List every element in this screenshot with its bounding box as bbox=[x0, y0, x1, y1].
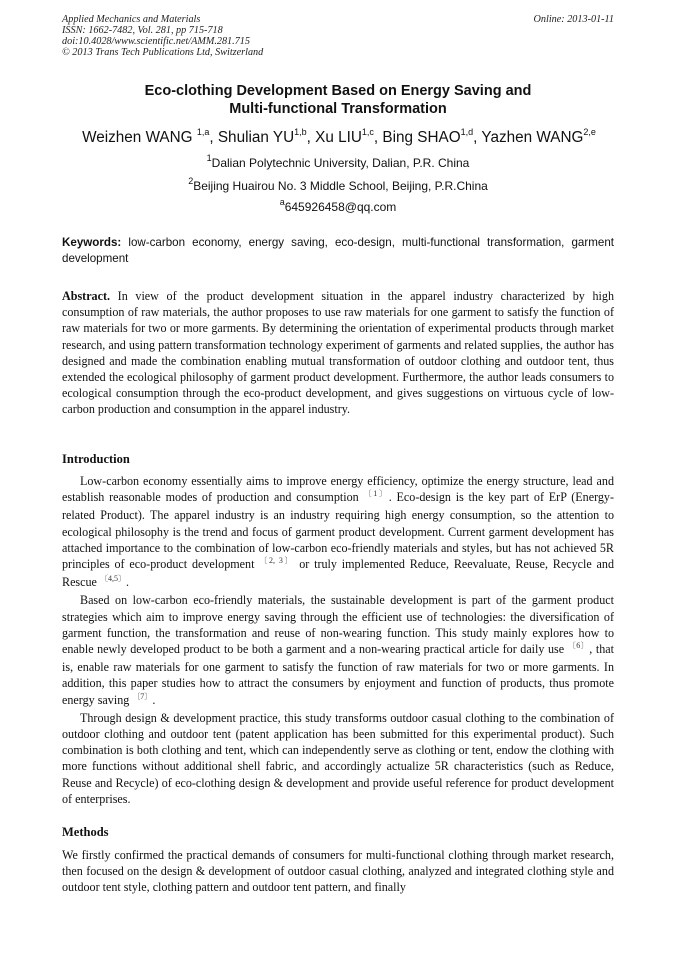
citation: 〔7〕 bbox=[132, 691, 153, 701]
author-email: $^a$645926458@qq.com bbox=[279, 197, 397, 214]
introduction-body bbox=[62, 473, 614, 807]
abstract-label: Abstract. bbox=[62, 289, 111, 303]
keywords-label: Keywords: bbox=[62, 236, 122, 249]
affiliation-2: $^2$Beijing Huairou No. 3 Middle School, Beijing, P.R.China bbox=[188, 176, 488, 193]
paragraph: Through design & development practice, this study transforms outdoor casual clothing to the combination of outdoor clothing and outdoor tent (patent application has been submitted for this experimental product). Such combination is both clothing and tent, which can independently serve as clothing or tent, endow the clothing with more functions without additional shell fabric, and accordingly actualize 5R characteristics (such as Reduce, Reuse and Recycle) of eco-clothing design & development and provide useful reference for product development of enterprises. bbox=[62, 710, 614, 806]
citation: 〔4,5〕 bbox=[99, 574, 126, 584]
keywords-text: low-carbon economy, energy saving, eco-design, multi-functional transformation, garment development bbox=[62, 236, 614, 265]
journal-header bbox=[62, 14, 614, 58]
citation: 〔2, 3〕 bbox=[259, 556, 295, 566]
methods-heading: Methods bbox=[62, 825, 109, 839]
paper-title bbox=[62, 82, 614, 118]
affiliation-1: $^1$Dalian Polytechnic University, Dalian, P.R. China bbox=[206, 153, 470, 170]
keywords bbox=[62, 235, 614, 266]
author: Bing SHAO$^{1,d}$, bbox=[382, 126, 482, 146]
author: Xu LIU$^{1,c}$, bbox=[315, 126, 383, 146]
methods-body: We firstly confirmed the practical demands of consumers for multi-functional clothing through market research, then focused on the design & development of outdoor casual clothing, analyzed and integrated clothing style and outdoor tent style, clothing pattern and outdoor tent pattern, and finally bbox=[62, 848, 614, 895]
online-date: Online: 2013-01-11 bbox=[533, 14, 614, 25]
citation: 〔6〕 bbox=[567, 641, 590, 651]
author-list bbox=[40, 128, 638, 148]
abstract-text: In view of the product development situation in the apparel industry characterized by high consumption of raw materials, the author proposes to use raw materials for one garment to satisfy the function of raw materials for two or more garments. By determining the orientation of experimental products through market research, and using pattern transformation technology experiment of garments and related supplies, the author has designed and made the combination enabling mutual transformation of outdoor clothing and outdoor tent, thus extended the ecological philosophy of garment product development. Furthermore, the author leads consumers to ecological consumption through the eco-product development, and gives suggestions on virtuous cycle of low-carbon production and consumption in the apparel industry. bbox=[62, 289, 614, 417]
abstract bbox=[62, 288, 614, 418]
author: Shulian YU$^{1,b}$, bbox=[217, 126, 316, 146]
introduction-heading: Introduction bbox=[62, 452, 130, 466]
journal-doi: doi:10.4028/www.scientific.net/AMM.281.715 bbox=[62, 36, 250, 47]
author: Yazhen WANG$^{2,e}$ bbox=[481, 126, 596, 146]
author: Weizhen WANG $^{1,a}$, bbox=[82, 126, 218, 146]
journal-issn: ISSN: 1662-7482, Vol. 281, pp 715-718 bbox=[62, 25, 223, 36]
journal-name: Applied Mechanics and Materials bbox=[62, 14, 201, 25]
journal-copyright: © 2013 Trans Tech Publications Ltd, Switzerland bbox=[62, 47, 264, 58]
paragraph: Low-carbon economy essentially aims to improve energy efficiency, optimize the energy structure, lead and establish reasonable modes of production and consumption $^{〔1〕}$. Eco-design is the key part of ErP (Energy-related Product). The apparel industry is an industry requiring high energy consumption, so the attention to ecological philosophy is the trend and focus of garment product development. Current garment development has attached importance to the combination of low-carbon eco-friendly materials and styles, but has not achieved 5R principles of eco-product development $^{〔2, 3〕}$ or truly implemented Reduce, Reevaluate, Reuse, Recycle and Rescue $^{〔4,5〕}$. bbox=[62, 474, 615, 590]
paragraph: Based on low-carbon eco-friendly materials, the sustainable development is part of the garment product strategies which aim to improve energy saving through the efficient use of technologies: the diversification of garment function, the transformation and reuse of non-wearing function. This study mainly explores how to enable newly developed product to be both a garment and a non-wearing practical article for daily use $^{〔6〕}$, that is, enable raw materials for one garment to satisfy the function of raw materials for two or more garments. In addition, this paper studies how to attract the consumers by enjoyment and function of products, thus promote energy saving $^{〔7〕}$. bbox=[62, 593, 614, 707]
title-line-1: Eco-clothing Development Based on Energy Saving and bbox=[144, 83, 532, 99]
title-line-2: Multi-functional Transformation bbox=[229, 101, 447, 117]
citation: 〔1〕 bbox=[363, 489, 389, 499]
